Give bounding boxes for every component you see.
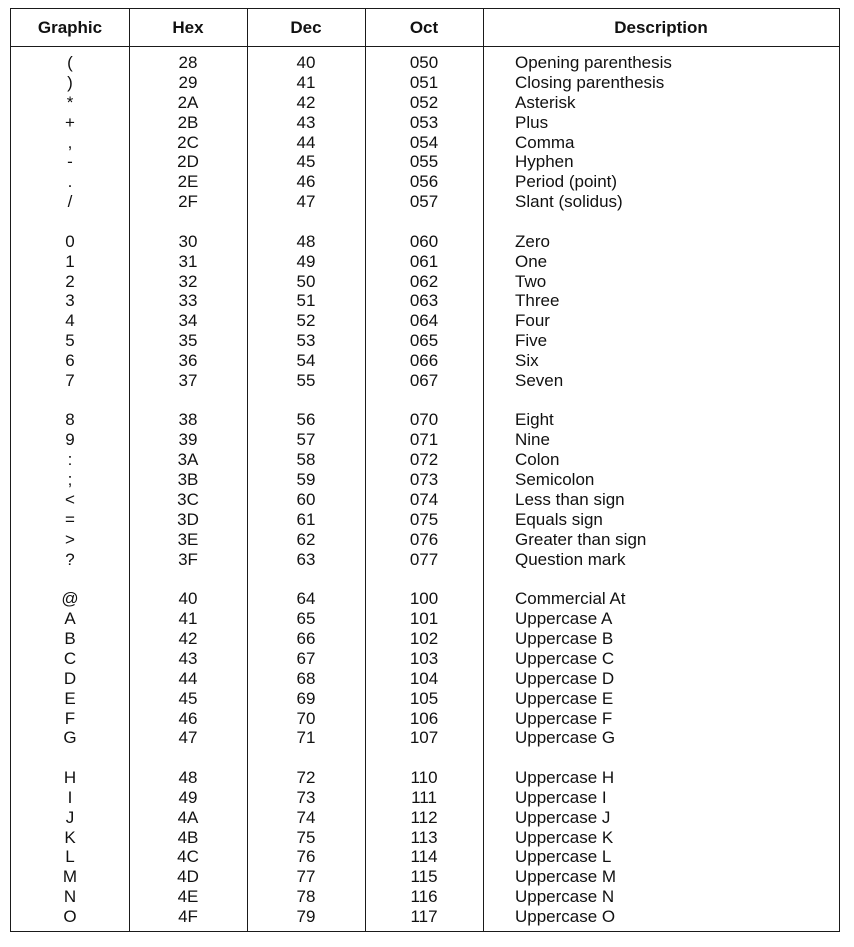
graphic-cell: G [63, 728, 77, 748]
graphic-cell: K [64, 827, 76, 847]
dec-cell: 53 [296, 331, 316, 351]
oct-cell: 106 [409, 708, 439, 728]
graphic-cell: B [64, 628, 76, 648]
graphic-cell: ; [67, 470, 73, 490]
oct-cell: 104 [409, 668, 439, 688]
row-group [11, 53, 839, 212]
row-group [11, 232, 839, 391]
oct-cell: 053 [409, 112, 439, 132]
graphic-cell: 3 [65, 291, 75, 311]
hex-cell: 3A [177, 450, 199, 470]
hex-cell: 46 [178, 708, 198, 728]
header-dec: Dec [290, 17, 322, 37]
description-cell: Slant (solidus) [515, 192, 623, 212]
description-cell: Commercial At [515, 589, 626, 609]
table-row [11, 311, 839, 331]
description-cell: Plus [515, 112, 549, 132]
dec-cell: 59 [296, 470, 316, 490]
dec-cell: 57 [296, 430, 316, 450]
table-row [11, 550, 839, 570]
hex-cell: 40 [178, 589, 198, 609]
table-row [11, 430, 839, 450]
dec-cell: 68 [296, 668, 316, 688]
table-row [11, 152, 839, 172]
description-cell: Uppercase E [515, 688, 614, 708]
description-cell: Uppercase O [515, 907, 616, 927]
oct-cell: 054 [409, 132, 439, 152]
dec-cell: 61 [296, 509, 316, 529]
hex-cell: 3C [177, 490, 199, 509]
dec-cell: 48 [296, 231, 316, 251]
description-cell: Equals sign [515, 509, 603, 529]
oct-cell: 110 [410, 767, 438, 787]
graphic-cell: F [64, 708, 76, 728]
dec-cell: 62 [296, 529, 316, 549]
hex-cell: 2E [177, 172, 199, 192]
description-cell: Two [515, 271, 547, 291]
dec-cell: 75 [296, 827, 316, 847]
table-body [11, 53, 839, 947]
table-row [11, 133, 839, 153]
oct-cell: 073 [409, 470, 439, 490]
graphic-cell: ? [65, 549, 75, 569]
table-row [11, 887, 839, 907]
dec-cell: 66 [296, 628, 316, 648]
table-row [11, 371, 839, 391]
oct-cell: 067 [409, 370, 439, 390]
dec-cell: 63 [296, 549, 316, 569]
graphic-cell: * [66, 92, 74, 112]
description-cell: Six [515, 351, 539, 371]
graphic-cell: 1 [65, 251, 75, 271]
description-cell: Opening parenthesis [515, 53, 672, 72]
oct-cell: 116 [410, 887, 438, 907]
description-cell: Comma [515, 132, 575, 152]
dec-cell: 52 [296, 311, 316, 331]
dec-cell: 51 [296, 291, 316, 311]
description-cell: One [515, 251, 548, 271]
table-row [11, 53, 839, 73]
graphic-cell: . [67, 172, 73, 192]
dec-cell: 40 [296, 53, 316, 72]
hex-cell: 38 [178, 410, 198, 430]
oct-cell: 051 [409, 72, 439, 92]
header-divider [11, 46, 839, 47]
oct-cell: 112 [410, 807, 438, 827]
oct-cell: 100 [409, 589, 439, 609]
table-row [11, 490, 839, 510]
description-cell: Uppercase B [515, 628, 614, 648]
description-cell: Uppercase A [515, 609, 613, 629]
hex-cell: 48 [178, 767, 198, 787]
table-row [11, 232, 839, 252]
description-cell: Five [515, 331, 548, 351]
hex-cell: 43 [178, 648, 198, 668]
graphic-cell: A [64, 609, 76, 629]
graphic-cell: 4 [65, 311, 75, 331]
oct-cell: 072 [409, 450, 439, 470]
row-group [11, 589, 839, 748]
oct-cell: 111 [411, 787, 437, 807]
hex-cell: 42 [178, 628, 198, 648]
table-row [11, 410, 839, 430]
hex-cell: 35 [178, 331, 198, 351]
description-cell: Closing parenthesis [515, 72, 665, 92]
table-row [11, 113, 839, 133]
table-row [11, 907, 839, 927]
oct-cell: 075 [409, 509, 439, 529]
graphic-cell: < [65, 490, 75, 509]
hex-cell: 37 [178, 370, 198, 390]
dec-cell: 41 [296, 72, 316, 92]
dec-cell: 65 [296, 609, 316, 629]
dec-cell: 70 [296, 708, 316, 728]
graphic-cell: J [65, 807, 75, 827]
oct-cell: 062 [409, 271, 439, 291]
hex-cell: 2B [177, 112, 199, 132]
description-cell: Uppercase L [515, 847, 612, 867]
oct-cell: 056 [409, 172, 439, 192]
description-cell: Uppercase H [515, 767, 615, 787]
description-cell: Uppercase K [515, 827, 614, 847]
hex-cell: 3B [177, 470, 199, 490]
dec-cell: 67 [296, 648, 316, 668]
table-row [11, 609, 839, 629]
hex-cell: 2D [177, 152, 199, 172]
graphic-cell: 8 [65, 410, 75, 430]
description-cell: Period (point) [515, 172, 618, 192]
graphic-cell: M [62, 867, 78, 887]
table-row [11, 331, 839, 351]
oct-cell: 074 [409, 490, 439, 509]
hex-cell: 31 [178, 251, 198, 271]
hex-cell: 4D [177, 867, 199, 887]
table-row [11, 768, 839, 788]
graphic-cell: ) [67, 72, 73, 92]
hex-cell: 2A [177, 92, 199, 112]
oct-cell: 107 [409, 728, 439, 748]
table-row [11, 728, 839, 748]
table-row [11, 93, 839, 113]
hex-cell: 4F [178, 907, 198, 927]
dec-cell: 73 [296, 787, 316, 807]
graphic-cell: - [67, 152, 73, 172]
description-cell: Semicolon [515, 470, 595, 490]
hex-cell: 4B [177, 827, 199, 847]
description-cell: Uppercase N [515, 887, 615, 907]
row-group [11, 768, 839, 927]
hex-cell: 4A [177, 807, 199, 827]
table-row [11, 847, 839, 867]
hex-cell: 28 [178, 53, 198, 72]
table-row [11, 73, 839, 93]
hex-cell: 44 [178, 668, 198, 688]
dec-cell: 49 [296, 251, 316, 271]
description-cell: Uppercase G [515, 728, 616, 748]
oct-cell: 103 [409, 648, 439, 668]
description-cell: Uppercase F [515, 708, 613, 728]
graphic-cell: H [63, 767, 77, 787]
oct-cell: 077 [409, 549, 439, 569]
dec-cell: 54 [296, 351, 316, 371]
oct-cell: 076 [409, 529, 439, 549]
oct-cell: 052 [409, 92, 439, 112]
table-row [11, 689, 839, 709]
oct-cell: 064 [409, 311, 439, 331]
description-cell: Seven [515, 370, 564, 390]
graphic-cell: / [67, 192, 73, 212]
dec-cell: 42 [296, 92, 316, 112]
oct-cell: 102 [409, 628, 439, 648]
oct-cell: 050 [409, 53, 439, 72]
hex-cell: 2F [178, 192, 198, 212]
description-cell: Zero [515, 231, 550, 251]
graphic-cell: O [63, 907, 77, 927]
hex-cell: 4E [177, 887, 199, 907]
description-cell: Three [515, 291, 560, 311]
graphic-cell: L [65, 847, 75, 867]
dec-cell: 44 [296, 132, 316, 152]
header-description: Description [614, 17, 708, 37]
dec-cell: 69 [296, 688, 316, 708]
hex-cell: 34 [178, 311, 198, 331]
hex-cell: 2C [177, 132, 199, 152]
table-row [11, 272, 839, 292]
dec-cell: 78 [296, 887, 316, 907]
hex-cell: 33 [178, 291, 198, 311]
description-cell: Greater than sign [515, 529, 647, 549]
oct-cell: 115 [410, 867, 438, 887]
description-cell: Four [515, 311, 550, 331]
hex-cell: 41 [178, 609, 198, 629]
oct-cell: 101 [409, 609, 439, 629]
hex-cell: 47 [178, 728, 198, 748]
hex-cell: 3F [178, 549, 198, 569]
graphic-cell: 6 [65, 351, 75, 371]
hex-cell: 4C [177, 847, 199, 867]
dec-cell: 64 [296, 589, 316, 609]
description-cell: Nine [515, 430, 550, 450]
header-graphic: Graphic [37, 17, 103, 37]
graphic-cell: 9 [65, 430, 75, 450]
oct-cell: 065 [409, 331, 439, 351]
table-row [11, 649, 839, 669]
graphic-cell: N [63, 887, 77, 907]
description-cell: Less than sign [515, 490, 625, 509]
graphic-cell: > [65, 529, 75, 549]
oct-cell: 061 [409, 251, 439, 271]
oct-cell: 070 [409, 410, 439, 430]
hex-cell: 49 [178, 787, 198, 807]
dec-cell: 72 [296, 767, 316, 787]
table-row [11, 192, 839, 212]
table-row [11, 510, 839, 530]
dec-cell: 79 [296, 907, 316, 927]
description-cell: Uppercase M [515, 867, 617, 887]
table-row [11, 291, 839, 311]
table-row [11, 629, 839, 649]
dec-cell: 46 [296, 172, 316, 192]
hex-cell: 3D [177, 509, 199, 529]
description-cell: Hyphen [515, 152, 574, 172]
header-oct: Oct [409, 17, 439, 37]
oct-cell: 105 [409, 688, 439, 708]
dec-cell: 71 [296, 728, 316, 748]
dec-cell: 77 [296, 867, 316, 887]
graphic-cell: : [67, 450, 73, 470]
table-row [11, 530, 839, 550]
oct-cell: 060 [409, 231, 439, 251]
dec-cell: 58 [296, 450, 316, 470]
oct-cell: 055 [409, 152, 439, 172]
oct-cell: 113 [410, 827, 438, 847]
table-row [11, 172, 839, 192]
dec-cell: 43 [296, 112, 316, 132]
table-row [11, 252, 839, 272]
oct-cell: 066 [409, 351, 439, 371]
table-row [11, 828, 839, 848]
oct-cell: 114 [410, 847, 438, 867]
dec-cell: 56 [296, 410, 316, 430]
graphic-cell: 5 [65, 331, 75, 351]
dec-cell: 45 [296, 152, 316, 172]
graphic-cell: ( [67, 53, 73, 72]
table-row [11, 351, 839, 371]
row-group [11, 410, 839, 569]
hex-cell: 3E [177, 529, 199, 549]
dec-cell: 60 [296, 490, 316, 509]
description-cell: Question mark [515, 549, 626, 569]
hex-cell: 30 [178, 231, 198, 251]
oct-cell: 057 [409, 192, 439, 212]
table-row [11, 669, 839, 689]
graphic-cell: 7 [65, 370, 75, 390]
hex-cell: 39 [178, 430, 198, 450]
oct-cell: 071 [409, 430, 439, 450]
hex-cell: 32 [178, 271, 198, 291]
dec-cell: 74 [296, 807, 316, 827]
graphic-cell: I [67, 787, 73, 807]
table-row [11, 709, 839, 729]
hex-cell: 36 [178, 351, 198, 371]
graphic-cell: @ [61, 589, 79, 609]
table-row [11, 788, 839, 808]
graphic-cell: 0 [65, 231, 75, 251]
graphic-cell: C [63, 648, 77, 668]
table-row [11, 470, 839, 490]
description-cell: Colon [515, 450, 560, 470]
graphic-cell: + [65, 112, 75, 132]
description-cell: Uppercase D [515, 668, 615, 688]
graphic-cell: , [67, 132, 73, 152]
description-cell: Uppercase I [515, 787, 607, 807]
description-cell: Uppercase J [515, 807, 611, 827]
ascii-table [10, 8, 840, 932]
table-row [11, 808, 839, 828]
description-cell: Eight [515, 410, 554, 430]
hex-cell: 45 [178, 688, 198, 708]
hex-cell: 29 [178, 72, 198, 92]
table-row [11, 589, 839, 609]
table-row [11, 450, 839, 470]
graphic-cell: = [65, 509, 75, 529]
table-row [11, 867, 839, 887]
header-hex: Hex [172, 17, 204, 37]
graphic-cell: D [63, 668, 77, 688]
dec-cell: 55 [296, 370, 316, 390]
description-cell: Uppercase C [515, 648, 615, 668]
dec-cell: 47 [296, 192, 316, 212]
dec-cell: 76 [296, 847, 316, 867]
oct-cell: 117 [410, 907, 438, 927]
graphic-cell: E [64, 688, 76, 708]
dec-cell: 50 [296, 271, 316, 291]
oct-cell: 063 [409, 291, 439, 311]
description-cell: Asterisk [515, 92, 576, 112]
graphic-cell: 2 [65, 271, 75, 291]
